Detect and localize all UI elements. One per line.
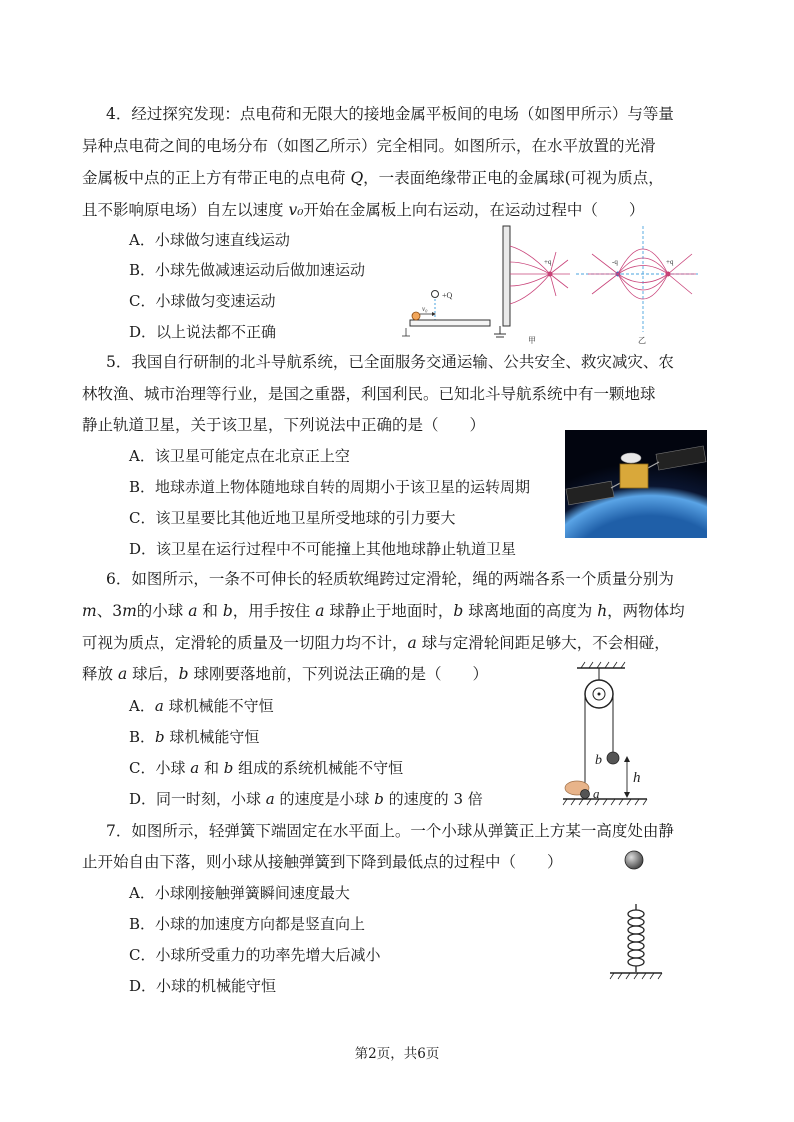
svg-text:a: a <box>593 786 600 801</box>
q4-plate-figure <box>402 282 502 340</box>
q6-option-c[interactable]: C．小球 a 和 b 组成的系统机械能不守恒 <box>129 759 404 777</box>
q4-option-b[interactable]: B．小球先做减速运动后做加速运动 <box>129 261 366 279</box>
q6-option-d[interactable]: D．同一时刻，小球 a 的速度是小球 b 的速度的 3 倍 <box>129 790 483 808</box>
spring-figure <box>604 846 668 986</box>
q5-option-d[interactable]: D．该卫星在运行过程中不可能撞上其他地球静止轨道卫星 <box>129 540 517 558</box>
q5-option-a[interactable]: A．该卫星可能定点在北京正上空 <box>129 447 350 465</box>
q6-stem-line-1: 6．如图所示，一条不可伸长的轻质软绳跨过定滑轮，绳的两端各系一个质量分别为 <box>106 570 674 588</box>
ball-b-icon <box>607 752 619 764</box>
grounded-plate <box>503 226 510 326</box>
label-yi: 乙 <box>638 336 646 344</box>
svg-text:h: h <box>633 770 641 786</box>
q5-option-c[interactable]: C．该卫星要比其他近地卫星所受地球的引力要大 <box>129 509 456 527</box>
q5-option-b[interactable]: B．地球赤道上物体随地球自转的周期小于该卫星的运转周期 <box>129 478 531 496</box>
spring-icon <box>628 904 644 972</box>
satellite-body <box>620 464 648 488</box>
q4-option-c[interactable]: C．小球做匀变速运动 <box>129 292 276 310</box>
q4-field-figures <box>488 222 708 344</box>
satellite-photo <box>565 430 707 538</box>
label-jia: 甲 <box>528 336 536 344</box>
q5-stem-line-2: 林牧渔、城市治理等行业，是国之重器，利国利民。已知北斗导航系统中有一颗地球 <box>82 385 656 403</box>
ball-icon <box>412 312 420 320</box>
q6-number: 6． <box>106 570 132 588</box>
q7-option-d[interactable]: D．小球的机械能守恒 <box>129 977 277 995</box>
svg-text:-q: -q <box>612 258 618 266</box>
q7-option-a[interactable]: A．小球刚接触弹簧瞬间速度最大 <box>129 884 350 902</box>
q6-option-b[interactable]: B．b 球机械能守恒 <box>129 728 260 746</box>
q6-option-a[interactable]: A．a 球机械能不守恒 <box>129 697 274 715</box>
q4-option-a[interactable]: A．小球做匀速直线运动 <box>129 231 290 249</box>
charge-q-label: +Q <box>442 291 453 300</box>
q6-stem-line-2: m、3m的小球 a 和 b，用手按住 a 球静止于地面时，b 球离地面的高度为 h，两物体均 <box>82 602 685 620</box>
svg-text:v₀: v₀ <box>422 305 428 313</box>
q7-stem-line-2: 止开始自由下落，则小球从接触弹簧到下降到最低点的过程中（ ） <box>82 853 563 871</box>
q5-stem-line-1: 5．我国自行研制的北斗导航系统，已全面服务交通运输、公共安全、救灾减灾、农 <box>106 353 674 371</box>
q5-stem-line-3: 静止轨道卫星，关于该卫星，下列说法中正确的是（ ） <box>82 416 486 434</box>
q4-option-d[interactable]: D．以上说法都不正确 <box>129 323 277 341</box>
antenna-dish-icon <box>621 453 641 463</box>
q4-stem-line-1: 4．经过探究发现：点电荷和无限大的接地金属平板间的电场（如图甲所示）与等量 <box>106 105 674 123</box>
q7-stem-line-1: 7．如图所示，轻弹簧下端固定在水平面上。一个小球从弹簧正上方某一高度处由静 <box>106 822 674 840</box>
page-number: 第2页，共6页 <box>354 1046 440 1062</box>
q4-number: 4． <box>106 105 132 123</box>
ball-icon <box>625 851 643 869</box>
svg-text:+q: +q <box>544 258 552 266</box>
q5-number: 5． <box>106 353 132 371</box>
svg-text:+q: +q <box>666 258 674 266</box>
metal-plate <box>410 320 490 326</box>
q7-option-c[interactable]: C．小球所受重力的功率先增大后减小 <box>129 946 381 964</box>
q4-stem-line-2: 异种点电荷之间的电场分布（如图乙所示）完全相同。如图所示，在水平放置的光滑 <box>82 137 656 155</box>
charge-q-icon <box>432 291 439 298</box>
q4-stem-line-3: 金属板中点的正上方有带正电的点电荷 Q，一表面绝缘带正电的金属球(可视为质点， <box>82 169 664 187</box>
q6-stem-line-3: 可视为质点，定滑轮的质量及一切阻力均不计，a 球与定滑轮间距足够大，不会相碰， <box>82 634 670 652</box>
q4-stem-line-4: 且不影响原电场）自左以速度 v₀开始在金属板上向右运动，在运动过程中（ ） <box>82 201 645 219</box>
q7-option-b[interactable]: B．小球的加速度方向都是竖直向上 <box>129 915 366 933</box>
q6-stem-line-4: 释放 a 球后，b 球刚要落地前，下列说法正确的是（ ） <box>82 665 488 683</box>
svg-text:b: b <box>595 753 602 768</box>
pulley-figure <box>555 660 655 808</box>
ball-a-icon <box>581 790 590 799</box>
q7-number: 7． <box>106 822 132 840</box>
